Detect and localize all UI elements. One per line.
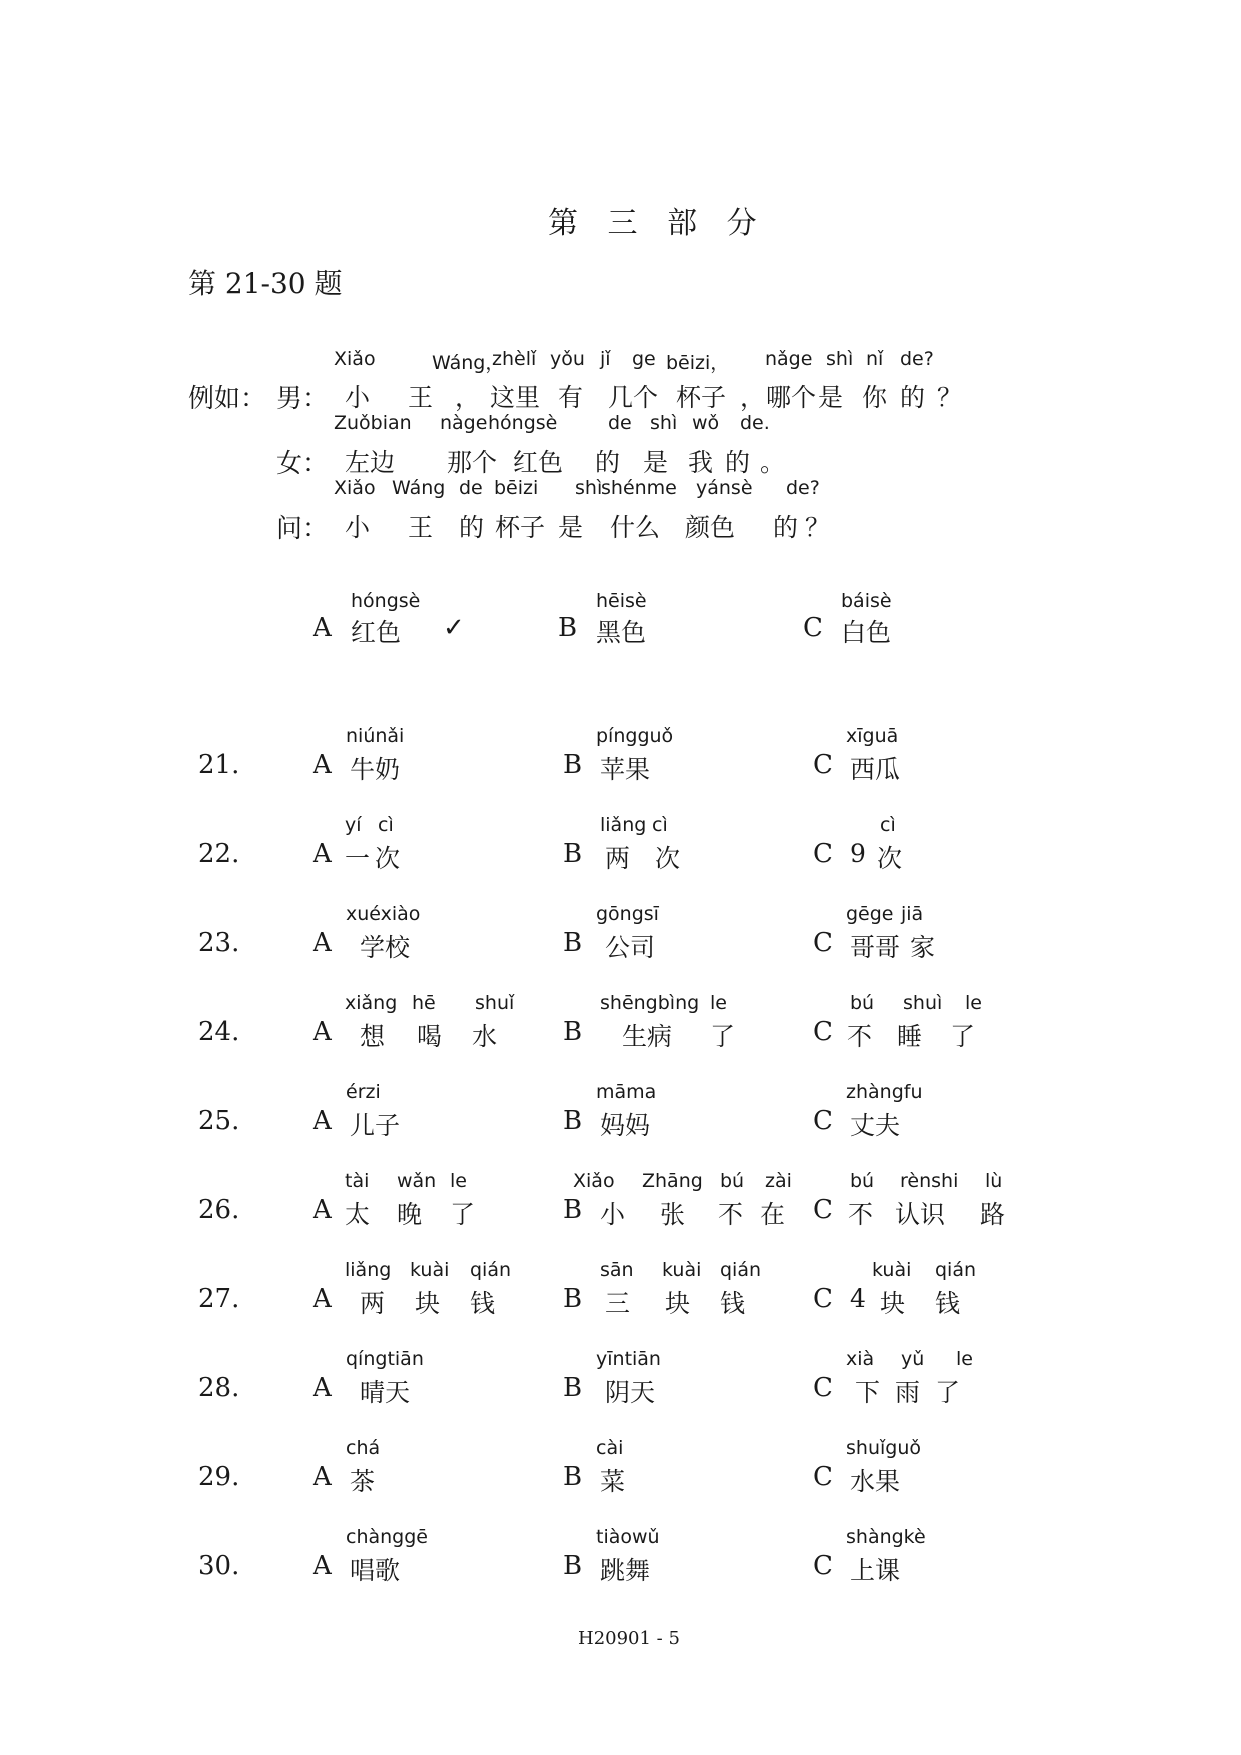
option-pinyin: qíngtiān (346, 1348, 424, 1370)
option-hanzi: 三 (605, 1289, 631, 1318)
option-hanzi: 雨 (895, 1378, 921, 1407)
question-number: 29. (198, 1462, 240, 1492)
example-hanzi-word: 你 (862, 383, 888, 412)
example-option-hanzi: 黑色 (596, 618, 647, 647)
option-letter: C (813, 928, 833, 958)
option-pinyin: bú (720, 1170, 745, 1192)
option-hanzi: 了 (710, 1022, 736, 1051)
example-hanzi-word: 什么 (610, 513, 661, 542)
option-letter: B (563, 1106, 583, 1136)
option-pinyin: le (710, 992, 727, 1014)
option-pinyin: qián (935, 1259, 977, 1281)
example-pinyin-word: shì (575, 477, 603, 499)
option-hanzi: 一 (345, 844, 371, 873)
option-hanzi: 钱 (720, 1289, 746, 1318)
example-speaker: 女： (276, 449, 329, 479)
section-title: 第 三 部 分 (548, 206, 767, 241)
option-hanzi: 次 (877, 844, 903, 873)
option-pinyin: jiā (901, 903, 924, 925)
option-letter: A (313, 1284, 332, 1314)
option-letter: C (813, 1195, 833, 1225)
option-hanzi: 唱歌 (350, 1556, 401, 1585)
option-hanzi: 不 (718, 1200, 744, 1229)
option-hanzi: 想 (360, 1022, 386, 1051)
example-hanzi-word: 小 (345, 383, 371, 412)
option-hanzi: 生病 (622, 1022, 673, 1051)
example-pinyin-word: yánsè (696, 477, 753, 499)
example-pinyin-word: shénme (601, 477, 677, 499)
example-hanzi-word: 左边 (345, 448, 396, 477)
example-hanzi-word: 的 (459, 513, 485, 542)
example-pinyin-word: wǒ (692, 412, 720, 434)
question-number: 30. (198, 1551, 240, 1581)
example-speaker: 男： (276, 384, 329, 414)
example-hanzi-word: 的 (595, 448, 621, 477)
option-hanzi: 两 (360, 1289, 386, 1318)
example-hanzi-word: 哪个 (766, 383, 817, 412)
example-pinyin-word: de? (786, 477, 820, 499)
example-hanzi-word: 是 (643, 448, 669, 477)
example-option-letter: B (558, 613, 578, 643)
example-hanzi-word: 小 (345, 513, 371, 542)
option-hanzi: 菜 (600, 1467, 626, 1496)
option-hanzi: 不 (848, 1200, 874, 1229)
example-hanzi-word: 杯子 (676, 383, 727, 412)
option-pinyin: shēngbìng (600, 992, 700, 1014)
option-hanzi: 哥哥 (850, 933, 901, 962)
option-pinyin: cì (378, 814, 394, 836)
option-pinyin: yīntiān (596, 1348, 661, 1370)
example-hanzi-word: ， (740, 383, 766, 412)
option-letter: B (563, 750, 583, 780)
example-pinyin-word: hóngsè (488, 412, 558, 434)
example-pinyin-word: bēizi (494, 477, 539, 499)
option-hanzi: 水果 (850, 1467, 901, 1496)
option-pinyin: qián (470, 1259, 512, 1281)
option-pinyin: hē (412, 992, 436, 1014)
option-letter: A (313, 1017, 332, 1047)
example-label: 例如： (188, 384, 267, 414)
option-hanzi: 喝 (417, 1022, 443, 1051)
option-letter: B (563, 1551, 583, 1581)
option-hanzi: 不 (847, 1022, 873, 1051)
option-pinyin: liǎng (345, 1259, 392, 1281)
option-pinyin: yí (345, 814, 362, 836)
example-pinyin-word: Zuǒbian (334, 412, 412, 434)
option-hanzi: 认识 (895, 1200, 946, 1229)
option-pinyin: wǎn (397, 1170, 437, 1192)
option-letter: A (313, 1373, 332, 1403)
option-pinyin: cì (652, 814, 668, 836)
option-pinyin: Xiǎo (573, 1170, 615, 1192)
option-letter: A (313, 750, 332, 780)
option-pinyin: cì (880, 814, 896, 836)
example-option-pinyin: báisè (841, 590, 892, 612)
example-pinyin-word: shì (826, 348, 854, 370)
option-pinyin: shuì (903, 992, 943, 1014)
example-pinyin-word: zhèlǐ (492, 348, 537, 370)
option-pinyin: gōngsī (596, 903, 659, 925)
option-hanzi: 钱 (470, 1289, 496, 1318)
example-pinyin-word: nǎge (765, 348, 813, 370)
example-hanzi-word: 红色 (513, 448, 564, 477)
example-hanzi-word: 是 (818, 383, 844, 412)
example-hanzi-word: 杯子 (495, 513, 546, 542)
option-hanzi: 块 (880, 1289, 906, 1318)
example-hanzi-word: 有 (558, 383, 584, 412)
example-hanzi-word: 那个 (447, 448, 498, 477)
option-letter: B (563, 839, 583, 869)
option-hanzi: 上课 (850, 1556, 901, 1585)
option-hanzi: 块 (415, 1289, 441, 1318)
option-hanzi: 小 (600, 1200, 626, 1229)
option-hanzi: 学校 (360, 933, 411, 962)
option-pinyin: kuài (410, 1259, 450, 1281)
example-pinyin-word: de (459, 477, 483, 499)
question-number: 26. (198, 1195, 240, 1225)
option-pinyin: le (450, 1170, 467, 1192)
example-hanzi-word: 的 (725, 448, 751, 477)
option-hanzi: 公司 (605, 933, 656, 962)
option-letter: A (313, 928, 332, 958)
option-hanzi: 次 (375, 844, 401, 873)
option-letter: C (813, 839, 833, 869)
option-letter: B (563, 1373, 583, 1403)
option-hanzi: 家 (910, 933, 936, 962)
option-pinyin: xià (846, 1348, 875, 1370)
example-pinyin-word: shì (650, 412, 678, 434)
example-pinyin-word: bēizi， (666, 352, 730, 374)
option-hanzi: 阴天 (605, 1378, 656, 1407)
example-option-pinyin: hóngsè (351, 590, 421, 612)
option-pinyin: bú (850, 992, 875, 1014)
option-hanzi: 丈夫 (850, 1111, 901, 1140)
example-pinyin-word: Wáng (392, 477, 446, 499)
option-pinyin: le (965, 992, 982, 1014)
example-hanzi-word: ？ (805, 513, 831, 542)
option-pinyin: shuǐ (475, 992, 515, 1014)
example-option-letter: C (803, 613, 823, 643)
checkmark-icon: ✓ (443, 613, 465, 643)
example-hanzi-word: ， (455, 383, 481, 412)
example-pinyin-word: jǐ (600, 348, 611, 370)
option-hanzi: 张 (660, 1200, 686, 1229)
option-hanzi: 在 (760, 1200, 786, 1229)
question-number: 21. (198, 750, 240, 780)
option-hanzi: 睡 (897, 1022, 923, 1051)
option-pinyin: sān (600, 1259, 634, 1281)
question-number: 27. (198, 1284, 240, 1314)
option-hanzi: 两 (605, 844, 631, 873)
example-hanzi-word: 我 (688, 448, 714, 477)
option-pinyin: xiǎng (345, 992, 398, 1014)
option-pinyin: kuài (872, 1259, 912, 1281)
option-pinyin: kuài (662, 1259, 702, 1281)
question-number: 23. (198, 928, 240, 958)
option-letter: A (313, 1462, 332, 1492)
example-pinyin-word: Xiǎo (334, 477, 376, 499)
option-pinyin: tài (345, 1170, 370, 1192)
option-hanzi: 4 (850, 1284, 866, 1313)
example-hanzi-word: 是 (558, 513, 584, 542)
question-number: 28. (198, 1373, 240, 1403)
option-hanzi: 晚 (397, 1200, 423, 1229)
option-hanzi: 牛奶 (350, 755, 401, 784)
option-letter: A (313, 1551, 332, 1581)
option-pinyin: shuǐguǒ (846, 1437, 921, 1459)
example-hanzi-word: 王 (408, 383, 434, 412)
example-pinyin-word: nǐ (866, 348, 884, 370)
option-pinyin: píngguǒ (596, 725, 674, 747)
option-pinyin: māma (596, 1081, 657, 1103)
option-hanzi: 了 (450, 1200, 476, 1229)
option-pinyin: bú (850, 1170, 875, 1192)
option-pinyin: lù (985, 1170, 1003, 1192)
option-pinyin: chànggē (346, 1526, 428, 1548)
example-option-letter: A (313, 613, 332, 643)
option-pinyin: xuéxiào (346, 903, 421, 925)
example-pinyin-word: de. (740, 412, 770, 434)
example-hanzi-word: 这里 (490, 383, 541, 412)
option-hanzi: 苹果 (600, 755, 651, 784)
example-hanzi-word: 几个 (608, 383, 659, 412)
option-hanzi: 西瓜 (850, 755, 901, 784)
example-hanzi-word: 。 (760, 448, 786, 477)
option-pinyin: zài (765, 1170, 792, 1192)
option-letter: C (813, 1017, 833, 1047)
example-pinyin-word: yǒu (550, 348, 585, 370)
example-pinyin-word: Wáng， (432, 352, 505, 374)
option-hanzi: 太 (345, 1200, 371, 1229)
question-number: 22. (198, 839, 240, 869)
option-letter: A (313, 1106, 332, 1136)
option-pinyin: zhàngfu (846, 1081, 923, 1103)
option-pinyin: érzi (346, 1081, 381, 1103)
example-pinyin-word: de? (900, 348, 934, 370)
example-option-pinyin: hēisè (596, 590, 647, 612)
option-pinyin: Zhāng (642, 1170, 703, 1192)
option-hanzi: 次 (655, 844, 681, 873)
option-hanzi: 茶 (350, 1467, 376, 1496)
option-pinyin: qián (720, 1259, 762, 1281)
option-letter: C (813, 1284, 833, 1314)
option-letter: C (813, 1106, 833, 1136)
option-hanzi: 了 (935, 1378, 961, 1407)
option-letter: A (313, 839, 332, 869)
option-letter: C (813, 750, 833, 780)
example-option-hanzi: 红色 (351, 618, 402, 647)
example-hanzi-word: ？ (937, 383, 963, 412)
option-letter: B (563, 928, 583, 958)
example-option-hanzi: 白色 (841, 618, 892, 647)
example-hanzi-word: 颜色 (685, 513, 736, 542)
option-hanzi: 下 (855, 1378, 881, 1407)
example-hanzi-word: 的 (900, 383, 926, 412)
option-hanzi: 了 (950, 1022, 976, 1051)
page-footer: H20901 - 5 (578, 1628, 680, 1649)
example-hanzi-word: 王 (408, 513, 434, 542)
option-hanzi: 水 (472, 1022, 498, 1051)
option-pinyin: liǎng (600, 814, 647, 836)
option-letter: B (563, 1462, 583, 1492)
option-letter: C (813, 1551, 833, 1581)
option-pinyin: tiàowǔ (596, 1526, 660, 1548)
question-range-heading: 第 21-30 题 (188, 267, 343, 300)
option-hanzi: 晴天 (360, 1378, 411, 1407)
option-letter: B (563, 1017, 583, 1047)
example-hanzi-word: 的 (773, 513, 799, 542)
example-pinyin-word: ge (632, 348, 656, 370)
option-pinyin: yǔ (901, 1348, 925, 1370)
option-letter: B (563, 1195, 583, 1225)
option-hanzi: 钱 (935, 1289, 961, 1318)
option-pinyin: cài (596, 1437, 624, 1459)
option-letter: C (813, 1462, 833, 1492)
option-hanzi: 9 (850, 839, 866, 868)
option-hanzi: 跳舞 (600, 1556, 651, 1585)
option-letter: C (813, 1373, 833, 1403)
option-hanzi: 块 (665, 1289, 691, 1318)
example-speaker: 问： (276, 514, 329, 544)
option-letter: B (563, 1284, 583, 1314)
option-pinyin: niúnǎi (346, 725, 405, 747)
option-hanzi: 儿子 (350, 1111, 401, 1140)
option-letter: A (313, 1195, 332, 1225)
question-number: 24. (198, 1017, 240, 1047)
example-pinyin-word: Xiǎo (334, 348, 376, 370)
option-pinyin: shàngkè (846, 1526, 926, 1548)
option-hanzi: 妈妈 (600, 1111, 651, 1140)
option-pinyin: le (956, 1348, 973, 1370)
question-number: 25. (198, 1106, 240, 1136)
option-pinyin: chá (346, 1437, 381, 1459)
option-pinyin: gēge (846, 903, 894, 925)
option-pinyin: xīguā (846, 725, 899, 747)
example-pinyin-word: de (608, 412, 632, 434)
option-hanzi: 路 (980, 1200, 1006, 1229)
example-pinyin-word: nàge (440, 412, 488, 434)
option-pinyin: rènshi (900, 1170, 959, 1192)
